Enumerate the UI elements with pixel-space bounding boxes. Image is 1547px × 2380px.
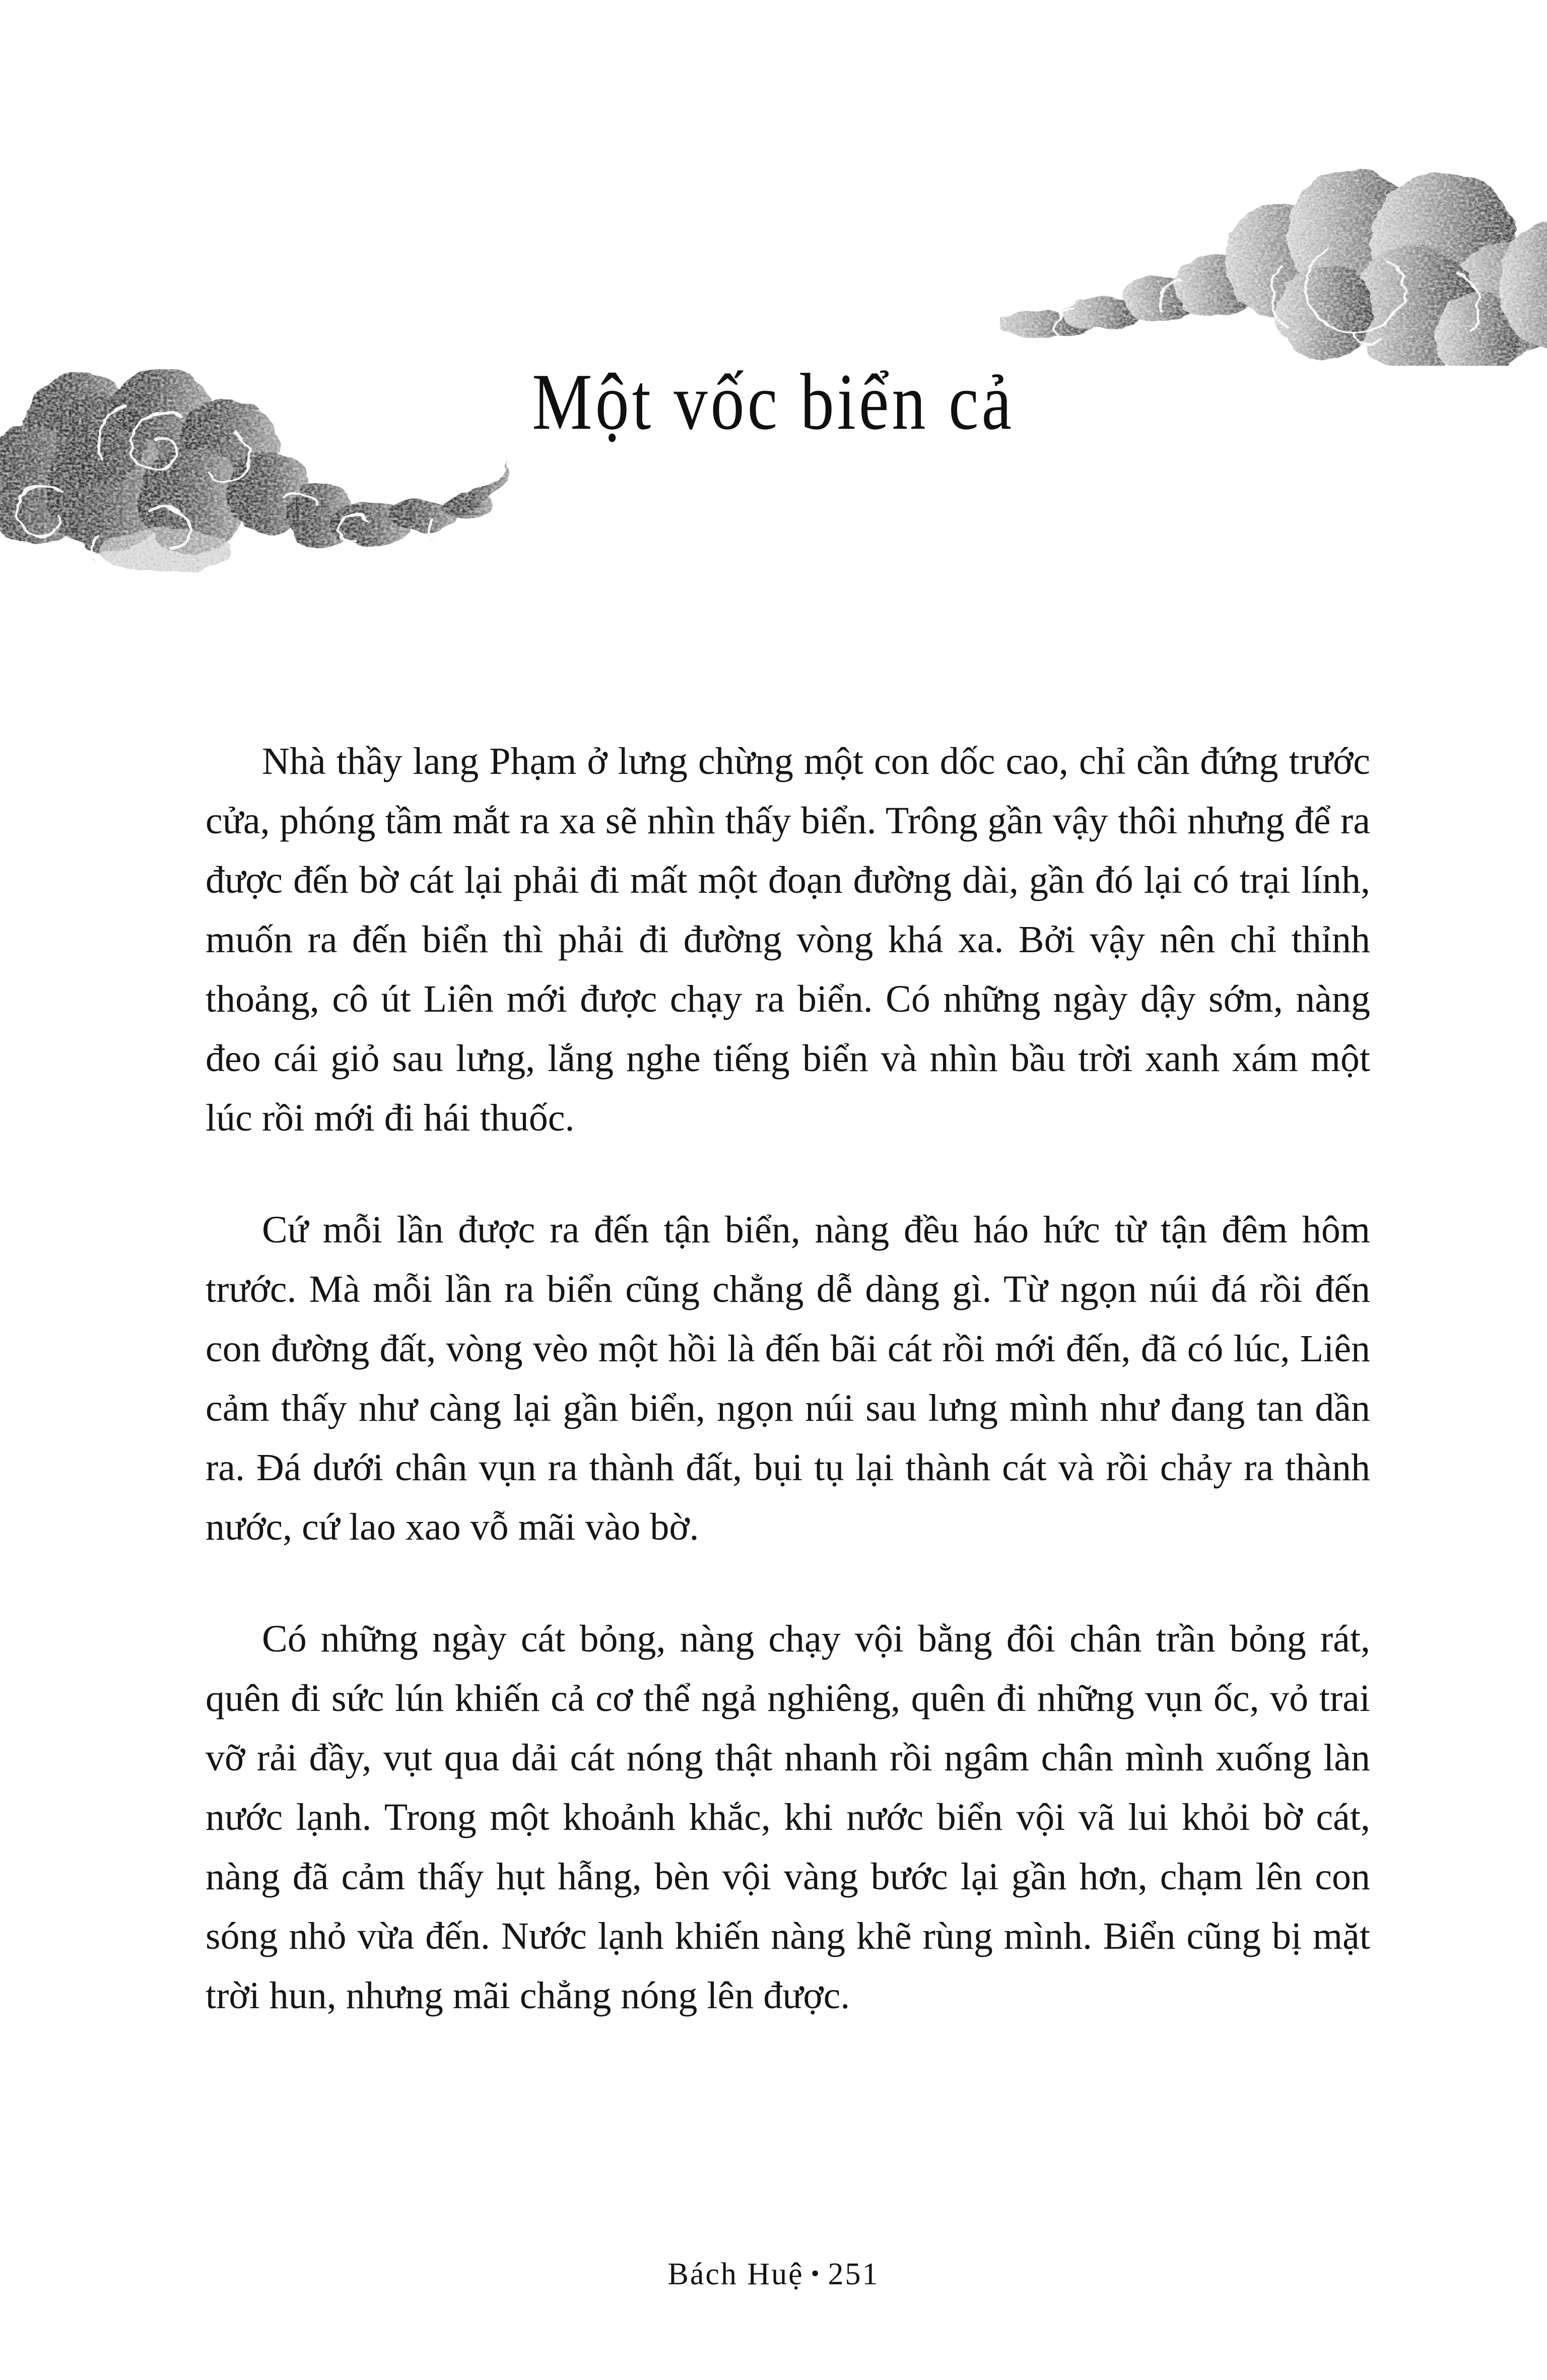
page-number: 251 [828,2257,880,2291]
page-footer [0,2251,1547,2297]
paragraph-2: Cứ mỗi lần được ra đến tận biển, nàng đều háo hức từ tận đêm hôm trước. Mà mỗi lần ra biển cũng chẳng dễ dàng gì. Từ ngọn núi đá rồi đến con đường đất, vòng vèo một hồi là đến bãi cát rồi mới đến, đã có lúc, Liên cảm thấy như càng lại gần biển, ngọn núi sau lưng mình như đang tan dần ra. Đá dưới chân vụn ra thành đất, bụi tụ lại thành cát và rồi chảy ra thành nước, cứ lao xao vỗ mãi vào bờ. [206,1209,1370,1548]
body-text [206,732,1370,2025]
chapter-title [0,353,1547,473]
author-name: Bách Huệ [667,2257,804,2291]
paragraph-1: Nhà thầy lang Phạm ở lưng chừng một con dốc cao, chỉ cần đứng trước cửa, phóng tầm mắt ra xa sẽ nhìn thấy biển. Trông gần vậy thôi nhưng để ra được đến bờ cát lại phải đi mất một đoạn đường dài, gần đó lại có trại lính, muốn ra đến biển thì phải đi đường vòng khá xa. Bởi vậy nên chỉ thỉnh thoảng, cô út Liên mới được chạy ra biển. Có những ngày dậy sớm, nàng đeo cái giỏ sau lưng, lắng nghe tiếng biển và nhìn bầu trời xanh xám một lúc rồi mới đi hái thuốc. [206,740,1370,1139]
paragraph-3: Có những ngày cát bỏng, nàng chạy vội bằng đôi chân trần bỏng rát, quên đi sức lún khiến cả cơ thể ngả nghiêng, quên đi những vụn ốc, vỏ trai vỡ rải đầy, vụt qua dải cát nóng thật nhanh rồi ngâm chân mình xuống làn nước lạnh. Trong một khoảnh khắc, khi nước biển vội vã lui khỏi bờ cát, nàng đã cảm thấy hụt hẫng, bèn vội vàng bước lại gần hơn, chạm lên con sóng nhỏ vừa đến. Nước lạnh khiến nàng khẽ rùng mình. Biển cũng bị mặt trời hun, nhưng mãi chẳng nóng lên được. [206,1618,1370,2017]
chapter-title-text: Một vốc biển cả [532,357,1015,446]
footer-separator: • [811,2260,821,2287]
cloud-top-right-icon [1000,164,1547,366]
